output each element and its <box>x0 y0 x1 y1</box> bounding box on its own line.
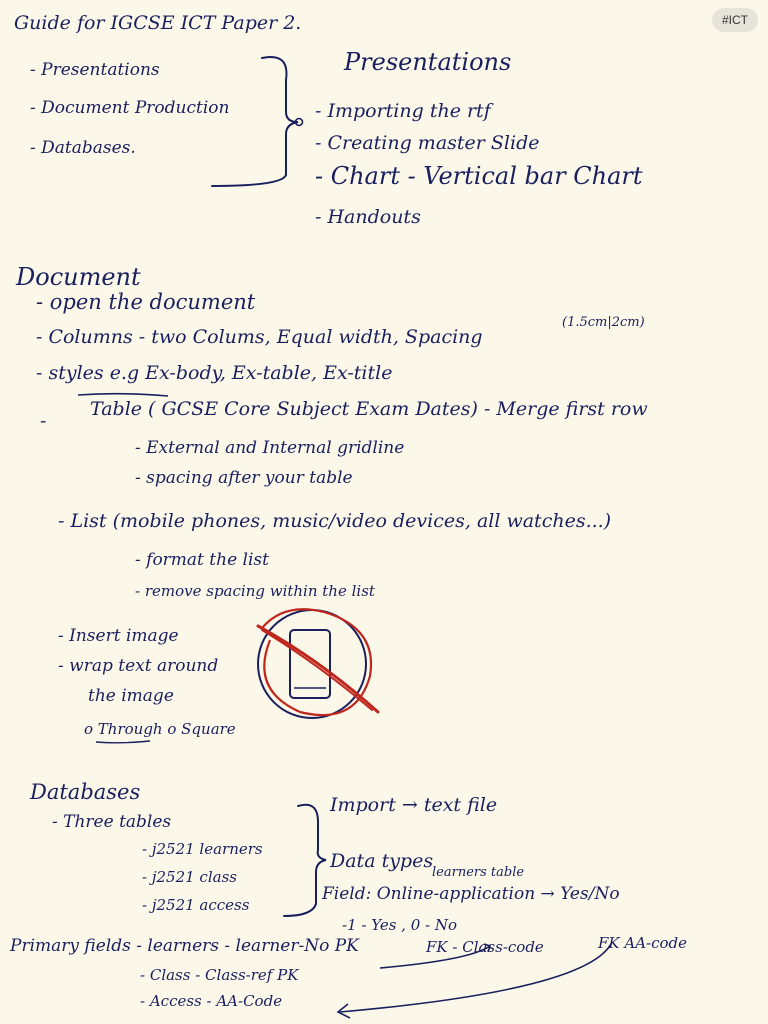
fk-class-code: FK - Class-code <box>426 938 544 956</box>
fk-aa-code: FK AA-code <box>598 934 688 952</box>
document-item-spacing-values: (1.5cm|2cm) <box>562 315 645 330</box>
document-item-table: Table ( GCSE Core Subject Exam Dates) - Merge first row <box>90 398 648 420</box>
document-item: - Insert image <box>58 626 179 646</box>
intro-item-presentations: - Presentations <box>30 60 160 80</box>
presentations-item: - Importing the rtf <box>315 100 491 122</box>
underline-stroke <box>96 741 150 743</box>
document-item: - open the document <box>36 290 256 314</box>
primary-fields-class: - Class - Class-ref PK <box>140 966 299 984</box>
intro-item-document: - Document Production <box>30 98 230 118</box>
document-item: - wrap text around <box>58 656 219 676</box>
databases-field: Field: Online-application → Yes/No <box>322 884 620 904</box>
document-item-list: - List (mobile phones, music/video devices, all watches...) <box>58 510 612 532</box>
databases-yes-no: -1 - Yes , 0 - No <box>342 916 457 934</box>
document-item: the image <box>88 686 174 706</box>
brace-stroke <box>212 57 298 186</box>
primary-fields-access: - Access - AA-Code <box>140 992 283 1010</box>
databases-data-types: Data types <box>330 850 434 872</box>
document-item-wrap-options: o Through o Square <box>84 720 236 738</box>
image-circle <box>258 610 366 718</box>
databases-learners-table: learners table <box>432 865 525 880</box>
databases-import: Import → text file <box>330 794 498 816</box>
document-heading: Document <box>16 263 141 291</box>
red-circle <box>262 609 371 715</box>
intro-item-databases: - Databases. <box>30 138 136 158</box>
databases-subitem: - j2521 class <box>142 868 237 886</box>
primary-fields-learners: Primary fields - learners - learner-No PK <box>10 936 359 956</box>
underline-stroke <box>78 394 168 396</box>
presentations-item: - Chart - Vertical bar Chart <box>315 162 643 190</box>
page-title: Guide for IGCSE ICT Paper 2. <box>14 12 302 34</box>
presentations-item: - Handouts <box>315 206 421 228</box>
db-brace <box>284 805 326 916</box>
document-subitem: - spacing after your table <box>135 468 353 488</box>
databases-subitem: - j2521 access <box>142 896 250 914</box>
databases-heading: Databases <box>30 780 141 804</box>
document-subitem: - External and Internal gridline <box>135 438 405 458</box>
document-subitem: - format the list <box>135 550 269 570</box>
brace-node <box>296 119 303 126</box>
red-cross <box>258 626 378 712</box>
presentations-item: - Creating master Slide <box>315 132 540 154</box>
databases-item: - Three tables <box>52 812 172 832</box>
document-subitem: - remove spacing within the list <box>135 582 375 600</box>
image-phone <box>290 630 330 698</box>
hashtag-badge[interactable]: #ICT <box>712 8 758 32</box>
document-item-dash: - <box>40 410 47 432</box>
document-item: - Columns - two Colums, Equal width, Spacing <box>36 326 483 348</box>
databases-subitem: - j2521 learners <box>142 840 263 858</box>
presentations-heading: Presentations <box>344 48 512 76</box>
document-item: - styles e.g Ex-body, Ex-table, Ex-title <box>36 362 393 384</box>
